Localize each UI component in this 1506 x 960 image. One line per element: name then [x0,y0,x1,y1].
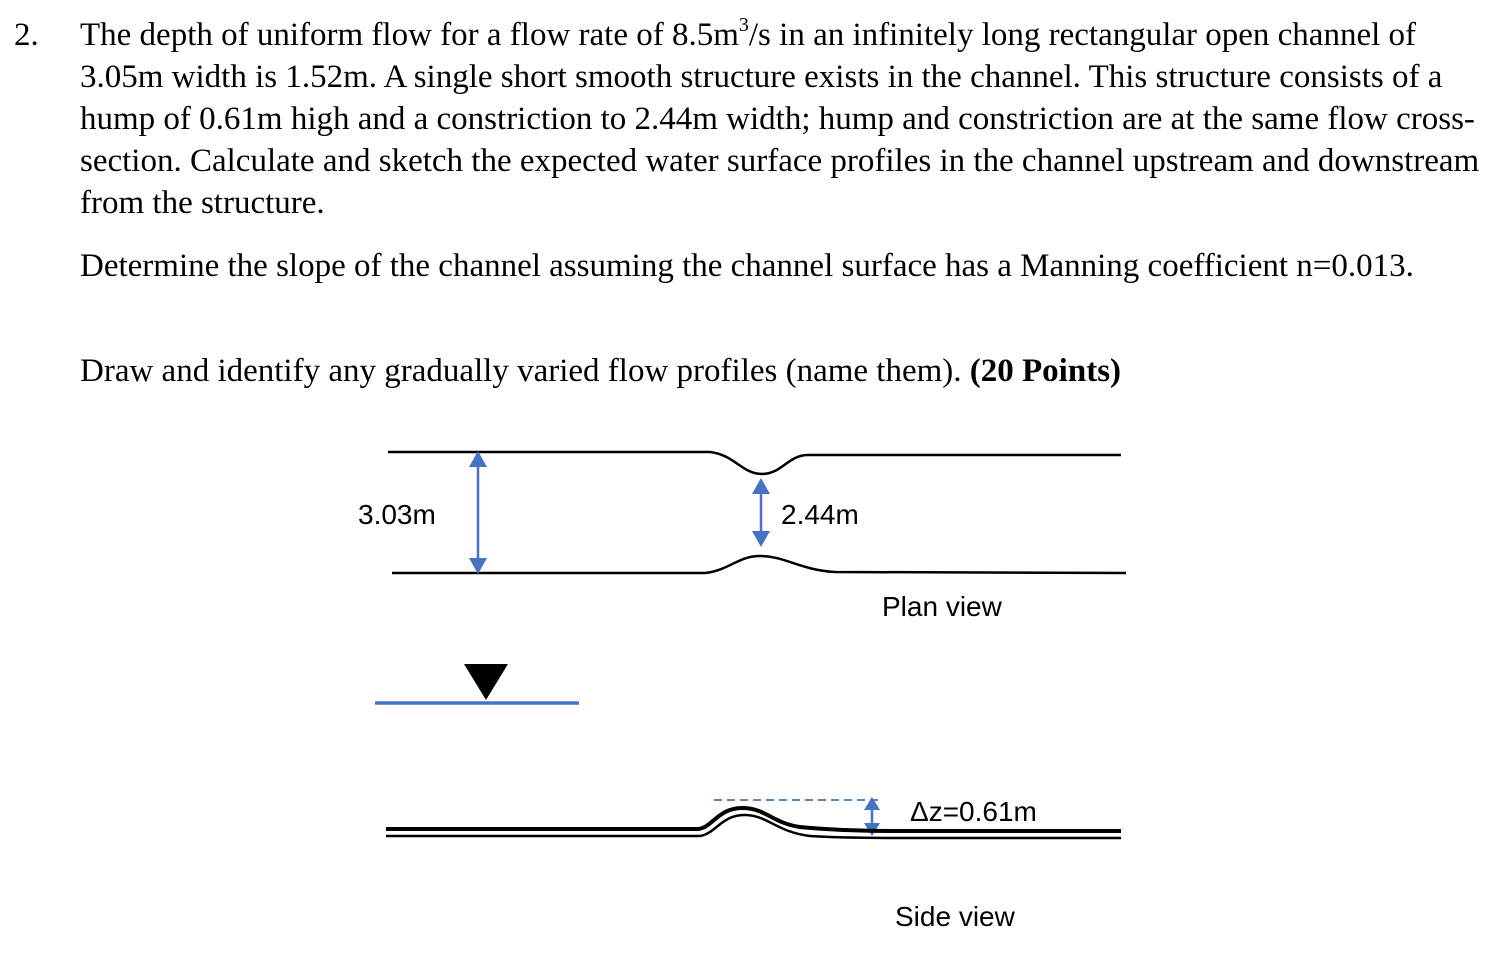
superscript-cubed: 3 [738,14,749,36]
question-paragraph-2: Determine the slope of the channel assuming the channel surface has a Manning coefficient n=0.013. [80,248,1414,284]
plan-view-label: Plan view [882,591,1002,622]
plan-bottom-bank [392,556,1126,573]
hump-height-label: Δz=0.61m [910,796,1037,827]
plan-width-label: 3.03m [358,499,436,530]
plan-top-bank [388,452,1121,474]
question-text-part-a: The depth of uniform flow for a flow rate of 8.5m [80,17,739,53]
width-arrow [469,451,487,574]
water-surface-symbol [375,664,579,703]
side-view-label: Side view [895,901,1015,932]
question-instruction: Draw and identify any gradually varied flow profiles (name them). [80,353,962,389]
question-number: 2. [14,17,39,53]
points-label: (20 Points) [969,353,1122,389]
question-text-part-b: /s in an infinitely long rectangular open channel of 3.05m width is 1.52m. A single short smooth structure exists in the channel. This structure consists of a hump of 0.61m high and a constriction to 2.44m width; hump and constriction are at the same flow cross-section. Calculate and sketch the expected water surface profiles in the channel upstream and downstream from the structure. [80,17,1480,221]
constriction-arrow [752,478,770,547]
constriction-width-label: 2.44m [781,499,859,530]
